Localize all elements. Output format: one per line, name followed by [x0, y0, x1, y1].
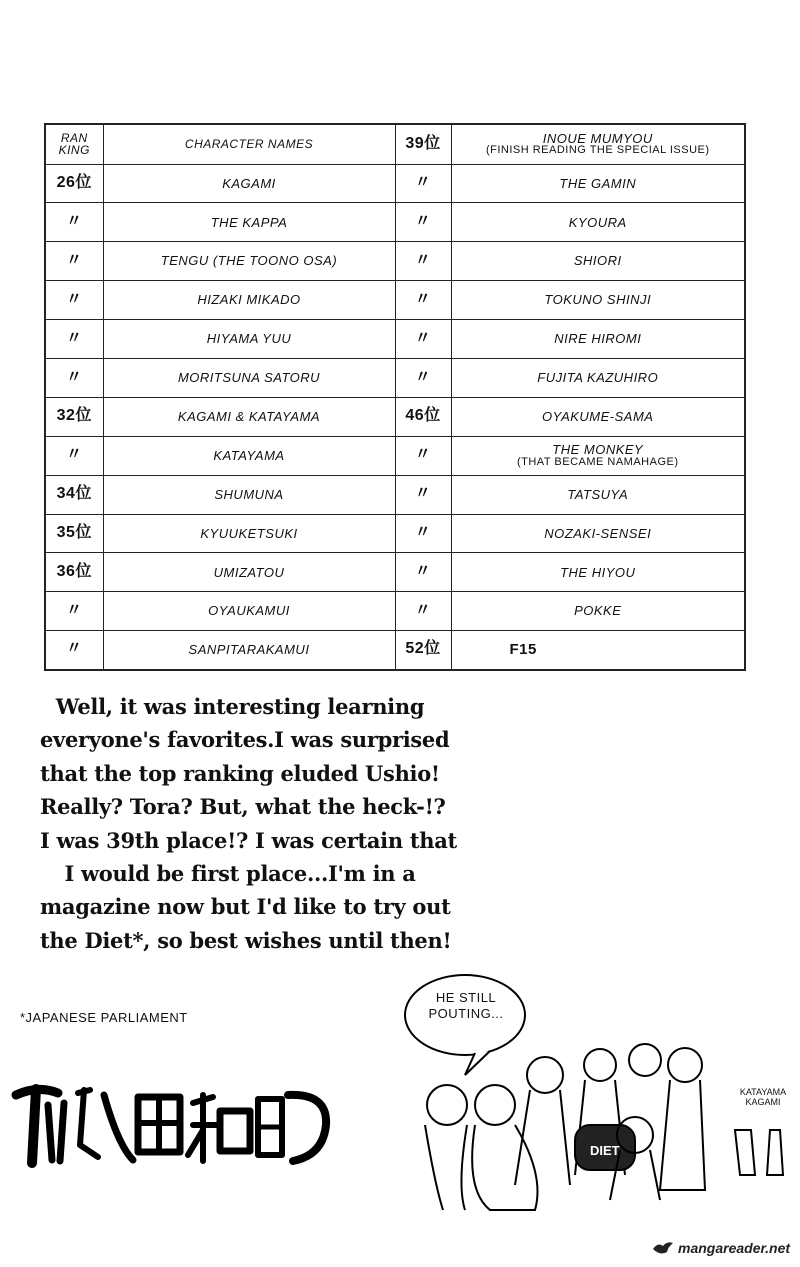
rank-left: 〃	[45, 320, 103, 359]
table-row	[45, 631, 745, 670]
rank-left: 35位	[45, 514, 103, 553]
author-message	[40, 690, 457, 957]
rank-right: 〃	[395, 320, 451, 359]
name-left: MORITSUNA SATORU	[103, 358, 395, 397]
rank-left: 〃	[45, 281, 103, 320]
name-left: OYAUKAMUI	[103, 592, 395, 631]
table-row	[45, 475, 745, 514]
message-line: everyone's favorites.I was surprised	[40, 727, 450, 753]
message-line: Really? Tora? But, what the heck-!?	[40, 794, 446, 820]
table-row	[45, 164, 745, 203]
rank-right: 〃	[395, 475, 451, 514]
rank-header: RAN KING	[45, 124, 103, 164]
name-left: KATAYAMA	[103, 436, 395, 475]
name-right: THE MONKEY (THAT BECAME NAMAHAGE)	[451, 436, 745, 475]
table-row	[45, 358, 745, 397]
table-row	[45, 514, 745, 553]
rank-right-header: 39位	[395, 124, 451, 164]
name-right-header: INOUE MUMYOU (FINISH READING THE SPECIAL ISSUE)	[451, 124, 745, 164]
watermark: mangareader.net	[652, 1240, 790, 1256]
table-row	[45, 320, 745, 359]
table-row	[45, 436, 745, 475]
message-line: I would be first place...I'm in a	[64, 861, 416, 887]
ranking-table	[44, 123, 746, 671]
name-right: NIRE HIROMI	[451, 320, 745, 359]
speech-bubble-text: HE STILL POUTING...	[428, 990, 504, 1021]
shirt-text: DIET	[590, 1143, 620, 1158]
name-right: THE HIYOU	[451, 553, 745, 592]
rank-right: 〃	[395, 553, 451, 592]
rank-left: 〃	[45, 203, 103, 242]
table-header-row	[45, 124, 745, 164]
rank-left: 34位	[45, 475, 103, 514]
message-line: Well, it was interesting learning	[55, 694, 425, 719]
rank-left: 〃	[45, 358, 103, 397]
character-head	[427, 1085, 467, 1125]
name-right: KYOURA	[451, 203, 745, 242]
name-left: SHUMUNA	[103, 475, 395, 514]
name-left: SANPITARAKAMUI	[103, 631, 395, 670]
table-row	[45, 242, 745, 281]
name-left: KAGAMI & KATAYAMA	[103, 397, 395, 436]
rank-right: 〃	[395, 242, 451, 281]
name-right: F15	[451, 631, 745, 670]
name-left: KYUUKETSUKI	[103, 514, 395, 553]
name-right: SHIORI	[451, 242, 745, 281]
rank-left: 〃	[45, 242, 103, 281]
name-left: HIYAMA YUU	[103, 320, 395, 359]
bird-logo-icon	[652, 1240, 674, 1256]
rank-right: 〃	[395, 358, 451, 397]
name-left: TENGU (THE TOONO OSA)	[103, 242, 395, 281]
rank-right: 〃	[395, 164, 451, 203]
name-right: OYAKUME-SAMA	[451, 397, 745, 436]
name-right: FUJITA KAZUHIRO	[451, 358, 745, 397]
message-line: the Diet*, so best wishes until then!	[40, 927, 452, 953]
rank-right: 46位	[395, 397, 451, 436]
rank-right: 〃	[395, 203, 451, 242]
message-line: that the top ranking eluded Ushio!	[40, 760, 440, 786]
rank-right: 〃	[395, 436, 451, 475]
name-right: TOKUNO SHINJI	[451, 281, 745, 320]
table-row	[45, 553, 745, 592]
footnote: *JAPANESE PARLIAMENT	[20, 1010, 188, 1025]
name-right: NOZAKI-SENSEI	[451, 514, 745, 553]
name-left: KAGAMI	[103, 164, 395, 203]
rank-left: 26位	[45, 164, 103, 203]
character-caption: KATAYAMA KAGAMI	[739, 1087, 787, 1107]
table-row	[45, 203, 745, 242]
rank-left: 〃	[45, 436, 103, 475]
rank-left: 〃	[45, 631, 103, 670]
rank-right: 〃	[395, 592, 451, 631]
name-right: POKKE	[451, 592, 745, 631]
character-head	[475, 1085, 515, 1125]
name-right: TATSUYA	[451, 475, 745, 514]
table-row	[45, 397, 745, 436]
rank-left: 〃	[45, 592, 103, 631]
message-line: I was 39th place!? I was certain that	[40, 827, 457, 853]
name-left: HIZAKI MIKADO	[103, 281, 395, 320]
rank-right: 52位	[395, 631, 451, 670]
names-header: CHARACTER NAMES	[103, 124, 395, 164]
name-left: UMIZATOU	[103, 553, 395, 592]
message-line: magazine now but I'd like to try out	[40, 894, 451, 920]
rank-right: 〃	[395, 514, 451, 553]
table-row	[45, 281, 745, 320]
rank-left: 36位	[45, 553, 103, 592]
name-right: THE GAMIN	[451, 164, 745, 203]
name-left: THE KAPPA	[103, 203, 395, 242]
rank-left: 32位	[45, 397, 103, 436]
table-row	[45, 592, 745, 631]
rank-right: 〃	[395, 281, 451, 320]
signature	[8, 1075, 338, 1170]
